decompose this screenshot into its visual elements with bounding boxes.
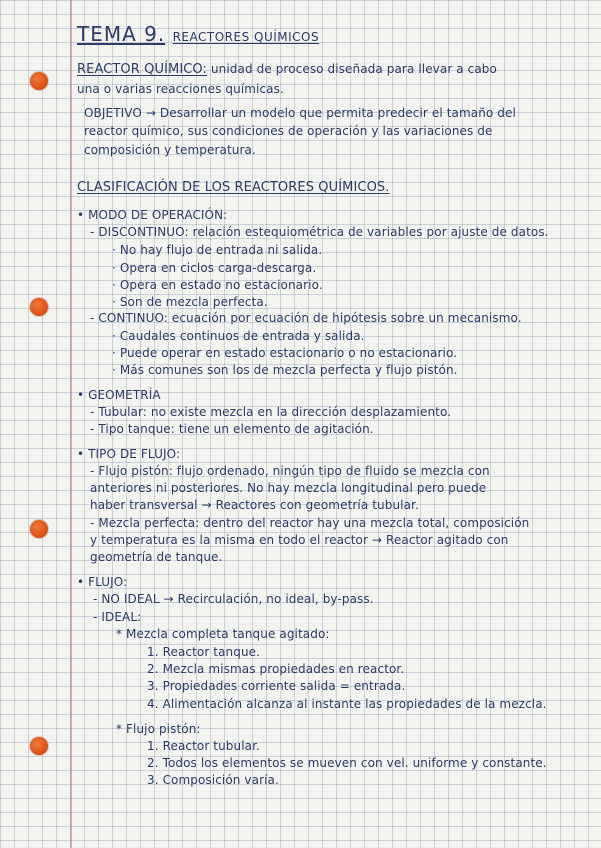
objective-label: OBJETIVO → <box>84 106 156 120</box>
title-main: TEMA 9. <box>77 22 166 46</box>
tanque-line <box>90 422 374 436</box>
continuo-label: - CONTINUO: <box>90 311 168 325</box>
punch-hole-icon <box>30 298 48 316</box>
list-item: · Más comunes son los de mezcla perfecta y flujo pistón. <box>112 363 458 377</box>
no-ideal-line: - NO IDEAL → Recirculación, no ideal, by-pass. <box>93 592 374 606</box>
piston-line-3: haber transversal → Reactores con geometría tubular. <box>90 498 419 512</box>
list-item: 3. Propiedades corriente salida = entrada. <box>147 679 406 693</box>
list-item: 2. Todos los elementos se mueven con vel. uniforme y constante. <box>147 756 547 770</box>
page-title <box>77 22 319 46</box>
punch-hole-icon <box>30 520 48 538</box>
flujo-piston-heading: * Flujo pistón: <box>116 722 201 736</box>
margin-line <box>70 0 72 848</box>
tubular-label: - Tubular: <box>90 405 147 419</box>
tanque-label: - Tipo tanque: <box>90 422 175 436</box>
piston-line-1 <box>90 464 490 478</box>
tanque-text: tiene un elemento de agitación. <box>178 422 374 436</box>
piston-line-2: anteriores ni posteriores. No hay mezcla longitudinal pero puede <box>90 481 487 495</box>
list-item: 4. Alimentación alcanza al instante las propiedades de la mezcla. <box>147 697 547 711</box>
mezcla-line-1 <box>90 516 529 530</box>
discontinuo-line <box>90 225 549 239</box>
tipo-flujo-heading: • TIPO DE FLUJO: <box>77 447 181 461</box>
title-sub: REACTORES QUÍMICOS <box>172 30 320 44</box>
piston-text-1: flujo ordenado, ningún tipo de fluido se mezcla con <box>176 464 490 478</box>
mezcla-text-1: dentro del reactor hay una mezcla total, composición <box>203 516 530 530</box>
modo-heading: • MODO DE OPERACIÓN: <box>77 208 228 222</box>
objective-text-1: Desarrollar un modelo que permita predecir el tamaño del <box>159 106 516 120</box>
flujo-heading: • FLUJO: <box>77 575 128 589</box>
objective-line-1 <box>84 106 516 120</box>
tubular-line <box>90 405 451 419</box>
list-item: · Caudales continuos de entrada y salida. <box>112 329 365 343</box>
tanque-agitado-heading: * Mezcla completa tanque agitado: <box>116 627 330 641</box>
objective-line-2: reactor químico, sus condiciones de operación y las variaciones de <box>84 124 493 138</box>
mezcla-line-2: y temperatura es la misma en todo el reactor → Reactor agitado con <box>90 533 509 547</box>
tubular-text: no existe mezcla en la dirección desplazamiento. <box>150 405 452 419</box>
discontinuo-text: relación estequiométrica de variables por ajuste de datos. <box>192 225 549 239</box>
list-item: · Son de mezcla perfecta. <box>112 295 268 309</box>
definition-line-2: una o varias reacciones químicas. <box>77 82 284 96</box>
list-item: · Puede operar en estado estacionario o no estacionario. <box>112 346 458 360</box>
mezcla-line-3: geometría de tanque. <box>90 550 223 564</box>
punch-hole-icon <box>30 737 48 755</box>
list-item: 2. Mezcla mismas propiedades en reactor. <box>147 662 405 676</box>
list-item: 3. Composición varía. <box>147 773 279 787</box>
classification-heading: CLASIFICACIÓN DE LOS REACTORES QUÍMICOS. <box>77 180 390 195</box>
discontinuo-label: - DISCONTINUO: <box>90 225 189 239</box>
list-item: 1. Reactor tubular. <box>147 739 260 753</box>
list-item: · Opera en estado no estacionario. <box>112 278 323 292</box>
punch-hole-icon <box>30 72 48 90</box>
continuo-line <box>90 311 522 325</box>
list-item: · Opera en ciclos carga-descarga. <box>112 261 317 275</box>
definition-text-1: unidad de proceso diseñada para llevar a cabo <box>210 62 497 76</box>
mezcla-label: - Mezcla perfecta: <box>90 516 200 530</box>
piston-label: - Flujo pistón: <box>90 464 173 478</box>
ideal-line: - IDEAL: <box>93 610 142 624</box>
continuo-text: ecuación por ecuación de hipótesis sobre un mecanismo. <box>171 311 522 325</box>
list-item: · No hay flujo de entrada ni salida. <box>112 243 323 257</box>
definition-line-1 <box>77 62 497 77</box>
definition-term: REACTOR QUÍMICO: <box>77 62 208 77</box>
geometria-heading: • GEOMETRÍA <box>77 388 161 402</box>
list-item: 1. Reactor tanque. <box>147 645 261 659</box>
objective-line-3: composición y temperatura. <box>84 143 256 157</box>
